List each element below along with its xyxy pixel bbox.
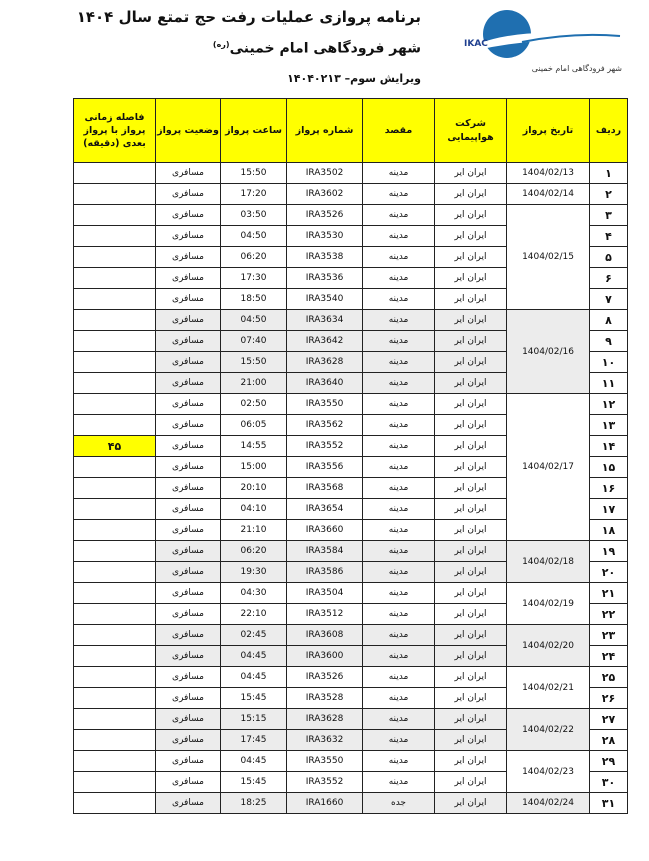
row-number: ۲۱ <box>590 583 628 604</box>
flight-number-cell: IRA3568 <box>287 478 363 499</box>
gap-cell <box>74 205 156 226</box>
flight-number-cell: IRA3538 <box>287 247 363 268</box>
gap-cell <box>74 772 156 793</box>
row-number: ۳۰ <box>590 772 628 793</box>
row-number: ۲۸ <box>590 730 628 751</box>
flight-date: 1404/02/19 <box>507 583 590 625</box>
airline-cell: ایران ایر <box>435 541 507 562</box>
row-number: ۱۳ <box>590 415 628 436</box>
gap-cell <box>74 268 156 289</box>
table-row <box>74 625 628 646</box>
header-time: ساعت پرواز <box>221 99 287 163</box>
row-number: ۲ <box>590 184 628 205</box>
destination-cell: مدینه <box>363 772 435 793</box>
table-header-row <box>74 99 628 163</box>
flight-number-cell: IRA3640 <box>287 373 363 394</box>
status-cell: مسافری <box>156 184 221 205</box>
flight-number-cell: IRA3608 <box>287 625 363 646</box>
airline-cell: ایران ایر <box>435 667 507 688</box>
flight-number-cell: IRA3600 <box>287 646 363 667</box>
time-cell: 15:50 <box>221 163 287 184</box>
airline-cell: ایران ایر <box>435 163 507 184</box>
destination-cell: مدینه <box>363 751 435 772</box>
gap-cell <box>74 394 156 415</box>
destination-cell: مدینه <box>363 247 435 268</box>
status-cell: مسافری <box>156 667 221 688</box>
gap-cell <box>74 457 156 478</box>
gap-cell <box>74 583 156 604</box>
flight-date: 1404/02/22 <box>507 709 590 751</box>
flight-number-cell: IRA3536 <box>287 268 363 289</box>
airline-cell: ایران ایر <box>435 520 507 541</box>
destination-cell: مدینه <box>363 394 435 415</box>
flight-date: 1404/02/16 <box>507 310 590 394</box>
destination-cell: مدینه <box>363 625 435 646</box>
destination-cell: مدینه <box>363 541 435 562</box>
flight-number-cell: IRA3526 <box>287 205 363 226</box>
time-cell: 21:00 <box>221 373 287 394</box>
status-cell: مسافری <box>156 730 221 751</box>
flight-date: 1404/02/20 <box>507 625 590 667</box>
airline-cell: ایران ایر <box>435 709 507 730</box>
flight-schedule-table <box>73 98 628 814</box>
airline-cell: ایران ایر <box>435 625 507 646</box>
status-cell: مسافری <box>156 226 221 247</box>
time-cell: 18:50 <box>221 289 287 310</box>
status-cell: مسافری <box>156 205 221 226</box>
time-cell: 07:40 <box>221 331 287 352</box>
logo-graphic-icon <box>462 6 622 66</box>
destination-cell: مدینه <box>363 163 435 184</box>
airline-cell: ایران ایر <box>435 394 507 415</box>
status-cell: مسافری <box>156 772 221 793</box>
destination-cell: مدینه <box>363 268 435 289</box>
status-cell: مسافری <box>156 268 221 289</box>
header-status: وضعیت پرواز <box>156 99 221 163</box>
flight-number-cell: IRA3632 <box>287 730 363 751</box>
flight-number-cell: IRA3552 <box>287 436 363 457</box>
time-cell: 06:20 <box>221 247 287 268</box>
flight-date: 1404/02/15 <box>507 205 590 310</box>
row-number: ۱۷ <box>590 499 628 520</box>
flight-date: 1404/02/24 <box>507 793 590 814</box>
header-airline: شرکت هواپیمایی <box>435 99 507 163</box>
gap-cell <box>74 625 156 646</box>
time-cell: 04:45 <box>221 646 287 667</box>
table-row <box>74 793 628 814</box>
row-number: ۱ <box>590 163 628 184</box>
row-number: ۱۰ <box>590 352 628 373</box>
row-number: ۳ <box>590 205 628 226</box>
gap-cell <box>74 604 156 625</box>
time-cell: 17:20 <box>221 184 287 205</box>
time-cell: 04:45 <box>221 751 287 772</box>
status-cell: مسافری <box>156 562 221 583</box>
time-cell: 17:45 <box>221 730 287 751</box>
row-number: ۶ <box>590 268 628 289</box>
row-number: ۱۴ <box>590 436 628 457</box>
status-cell: مسافری <box>156 163 221 184</box>
row-number: ۳۱ <box>590 793 628 814</box>
time-cell: 14:55 <box>221 436 287 457</box>
destination-cell: مدینه <box>363 520 435 541</box>
status-cell: مسافری <box>156 415 221 436</box>
airline-cell: ایران ایر <box>435 205 507 226</box>
time-cell: 02:45 <box>221 625 287 646</box>
airline-cell: ایران ایر <box>435 688 507 709</box>
airline-cell: ایران ایر <box>435 562 507 583</box>
destination-cell: مدینه <box>363 415 435 436</box>
status-cell: مسافری <box>156 499 221 520</box>
airline-cell: ایران ایر <box>435 268 507 289</box>
airline-cell: ایران ایر <box>435 415 507 436</box>
airline-cell: ایران ایر <box>435 793 507 814</box>
status-cell: مسافری <box>156 247 221 268</box>
header-gap: فاصله زمانی پرواز با پرواز بعدی (دقیقه) <box>74 99 156 163</box>
flight-number-cell: IRA3660 <box>287 520 363 541</box>
gap-cell <box>74 478 156 499</box>
destination-cell: مدینه <box>363 226 435 247</box>
flight-date: 1404/02/13 <box>507 163 590 184</box>
table-row <box>74 394 628 415</box>
row-number: ۲۹ <box>590 751 628 772</box>
airline-cell: ایران ایر <box>435 604 507 625</box>
time-cell: 06:05 <box>221 415 287 436</box>
flight-number-cell: IRA3550 <box>287 394 363 415</box>
airline-cell: ایران ایر <box>435 289 507 310</box>
destination-cell: مدینه <box>363 667 435 688</box>
gap-cell <box>74 226 156 247</box>
destination-cell: جده <box>363 793 435 814</box>
table-row <box>74 583 628 604</box>
status-cell: مسافری <box>156 478 221 499</box>
gap-cell <box>74 499 156 520</box>
status-cell: مسافری <box>156 457 221 478</box>
row-number: ۲۳ <box>590 625 628 646</box>
status-cell: مسافری <box>156 436 221 457</box>
header-row-number: ردیف <box>590 99 628 163</box>
flight-number-cell: IRA3512 <box>287 604 363 625</box>
status-cell: مسافری <box>156 709 221 730</box>
destination-cell: مدینه <box>363 331 435 352</box>
time-cell: 15:00 <box>221 457 287 478</box>
flight-date: 1404/02/23 <box>507 751 590 793</box>
destination-cell: مدینه <box>363 688 435 709</box>
gap-cell <box>74 646 156 667</box>
gap-cell <box>74 709 156 730</box>
destination-cell: مدینه <box>363 562 435 583</box>
flight-number-cell: IRA3602 <box>287 184 363 205</box>
row-number: ۲۴ <box>590 646 628 667</box>
time-cell: 04:10 <box>221 499 287 520</box>
status-cell: مسافری <box>156 793 221 814</box>
destination-cell: مدینه <box>363 457 435 478</box>
flight-number-cell: IRA3628 <box>287 709 363 730</box>
airline-cell: ایران ایر <box>435 373 507 394</box>
table-row <box>74 751 628 772</box>
airline-cell: ایران ایر <box>435 730 507 751</box>
table-row <box>74 709 628 730</box>
destination-cell: مدینه <box>363 604 435 625</box>
gap-cell <box>74 247 156 268</box>
gap-cell <box>74 730 156 751</box>
time-cell: 18:25 <box>221 793 287 814</box>
row-number: ۱۵ <box>590 457 628 478</box>
airline-cell: ایران ایر <box>435 583 507 604</box>
airline-cell: ایران ایر <box>435 184 507 205</box>
row-number: ۴ <box>590 226 628 247</box>
destination-cell: مدینه <box>363 373 435 394</box>
row-number: ۲۷ <box>590 709 628 730</box>
airline-cell: ایران ایر <box>435 310 507 331</box>
status-cell: مسافری <box>156 289 221 310</box>
page-title: برنامه پروازی عملیات رفت حج تمتع سال ۱۴۰۴ <box>76 8 421 26</box>
airline-cell: ایران ایر <box>435 331 507 352</box>
flight-number-cell: IRA1660 <box>287 793 363 814</box>
row-number: ۱۹ <box>590 541 628 562</box>
status-cell: مسافری <box>156 331 221 352</box>
header-date: تاریخ پرواز <box>507 99 590 163</box>
gap-cell <box>74 415 156 436</box>
status-cell: مسافری <box>156 583 221 604</box>
gap-cell <box>74 688 156 709</box>
gap-cell <box>74 751 156 772</box>
flight-number-cell: IRA3552 <box>287 772 363 793</box>
status-cell: مسافری <box>156 604 221 625</box>
airline-cell: ایران ایر <box>435 751 507 772</box>
table-row <box>74 163 628 184</box>
destination-cell: مدینه <box>363 352 435 373</box>
time-cell: 04:30 <box>221 583 287 604</box>
flight-number-cell: IRA3586 <box>287 562 363 583</box>
table-row <box>74 310 628 331</box>
flight-number-cell: IRA3530 <box>287 226 363 247</box>
time-cell: 15:45 <box>221 688 287 709</box>
status-cell: مسافری <box>156 646 221 667</box>
flight-date: 1404/02/17 <box>507 394 590 541</box>
gap-cell <box>74 541 156 562</box>
edition-line: ویرایش سوم– ۱۴۰۴۰۲۱۳ <box>287 72 421 85</box>
table-row <box>74 541 628 562</box>
airline-cell: ایران ایر <box>435 499 507 520</box>
row-number: ۲۵ <box>590 667 628 688</box>
row-number: ۵ <box>590 247 628 268</box>
flight-date: 1404/02/18 <box>507 541 590 583</box>
time-cell: 04:50 <box>221 226 287 247</box>
flight-number-cell: IRA3528 <box>287 688 363 709</box>
table-row <box>74 667 628 688</box>
airline-cell: ایران ایر <box>435 247 507 268</box>
gap-cell <box>74 373 156 394</box>
gap-cell <box>74 331 156 352</box>
flight-number-cell: IRA3504 <box>287 583 363 604</box>
status-cell: مسافری <box>156 520 221 541</box>
gap-cell <box>74 310 156 331</box>
airline-cell: ایران ایر <box>435 646 507 667</box>
destination-cell: مدینه <box>363 583 435 604</box>
time-cell: 15:50 <box>221 352 287 373</box>
time-cell: 04:50 <box>221 310 287 331</box>
table-row <box>74 205 628 226</box>
subtitle-text: شهر فرودگاهی امام خمینی <box>229 40 421 57</box>
gap-cell <box>74 352 156 373</box>
time-cell: 20:10 <box>221 478 287 499</box>
flight-date: 1404/02/14 <box>507 184 590 205</box>
time-cell: 15:45 <box>221 772 287 793</box>
flight-number-cell: IRA3502 <box>287 163 363 184</box>
destination-cell: مدینه <box>363 289 435 310</box>
gap-cell <box>74 793 156 814</box>
flight-number-cell: IRA3654 <box>287 499 363 520</box>
time-cell: 02:50 <box>221 394 287 415</box>
destination-cell: مدینه <box>363 478 435 499</box>
flight-date: 1404/02/21 <box>507 667 590 709</box>
logo-abbr: IKAC <box>464 39 488 49</box>
row-number: ۱۶ <box>590 478 628 499</box>
time-cell: 03:50 <box>221 205 287 226</box>
destination-cell: مدینه <box>363 310 435 331</box>
flight-number-cell: IRA3556 <box>287 457 363 478</box>
page-subtitle <box>61 40 421 57</box>
destination-cell: مدینه <box>363 205 435 226</box>
airline-cell: ایران ایر <box>435 457 507 478</box>
flight-number-cell: IRA3584 <box>287 541 363 562</box>
gap-cell <box>74 562 156 583</box>
gap-cell <box>74 163 156 184</box>
subtitle-mark: (ره) <box>212 40 230 49</box>
time-cell: 15:15 <box>221 709 287 730</box>
flight-number-cell: IRA3562 <box>287 415 363 436</box>
status-cell: مسافری <box>156 310 221 331</box>
status-cell: مسافری <box>156 625 221 646</box>
gap-cell <box>74 289 156 310</box>
destination-cell: مدینه <box>363 436 435 457</box>
row-number: ۸ <box>590 310 628 331</box>
row-number: ۷ <box>590 289 628 310</box>
status-cell: مسافری <box>156 373 221 394</box>
time-cell: 22:10 <box>221 604 287 625</box>
status-cell: مسافری <box>156 394 221 415</box>
time-cell: 17:30 <box>221 268 287 289</box>
header-flight-number: شماره پرواز <box>287 99 363 163</box>
airline-cell: ایران ایر <box>435 772 507 793</box>
row-number: ۱۸ <box>590 520 628 541</box>
flight-number-cell: IRA3550 <box>287 751 363 772</box>
time-cell: 21:10 <box>221 520 287 541</box>
logo-caption: شهر فرودگاهی امام خمینی <box>531 64 622 73</box>
row-number: ۲۰ <box>590 562 628 583</box>
airline-cell: ایران ایر <box>435 226 507 247</box>
status-cell: مسافری <box>156 352 221 373</box>
gap-cell <box>74 520 156 541</box>
status-cell: مسافری <box>156 751 221 772</box>
row-number: ۱۱ <box>590 373 628 394</box>
airline-cell: ایران ایر <box>435 352 507 373</box>
flight-number-cell: IRA3628 <box>287 352 363 373</box>
row-number: ۲۶ <box>590 688 628 709</box>
time-cell: 04:45 <box>221 667 287 688</box>
flight-number-cell: IRA3526 <box>287 667 363 688</box>
airline-cell: ایران ایر <box>435 478 507 499</box>
destination-cell: مدینه <box>363 499 435 520</box>
airline-cell: ایران ایر <box>435 436 507 457</box>
flight-number-cell: IRA3642 <box>287 331 363 352</box>
header-destination: مقصد <box>363 99 435 163</box>
row-number: ۱۲ <box>590 394 628 415</box>
gap-cell: ۴۵ <box>74 436 156 457</box>
destination-cell: مدینه <box>363 709 435 730</box>
destination-cell: مدینه <box>363 646 435 667</box>
row-number: ۹ <box>590 331 628 352</box>
flight-number-cell: IRA3540 <box>287 289 363 310</box>
gap-cell <box>74 184 156 205</box>
row-number: ۲۲ <box>590 604 628 625</box>
gap-cell <box>74 667 156 688</box>
destination-cell: مدینه <box>363 730 435 751</box>
flight-number-cell: IRA3634 <box>287 310 363 331</box>
time-cell: 19:30 <box>221 562 287 583</box>
status-cell: مسافری <box>156 541 221 562</box>
destination-cell: مدینه <box>363 184 435 205</box>
time-cell: 06:20 <box>221 541 287 562</box>
table-row <box>74 184 628 205</box>
status-cell: مسافری <box>156 688 221 709</box>
